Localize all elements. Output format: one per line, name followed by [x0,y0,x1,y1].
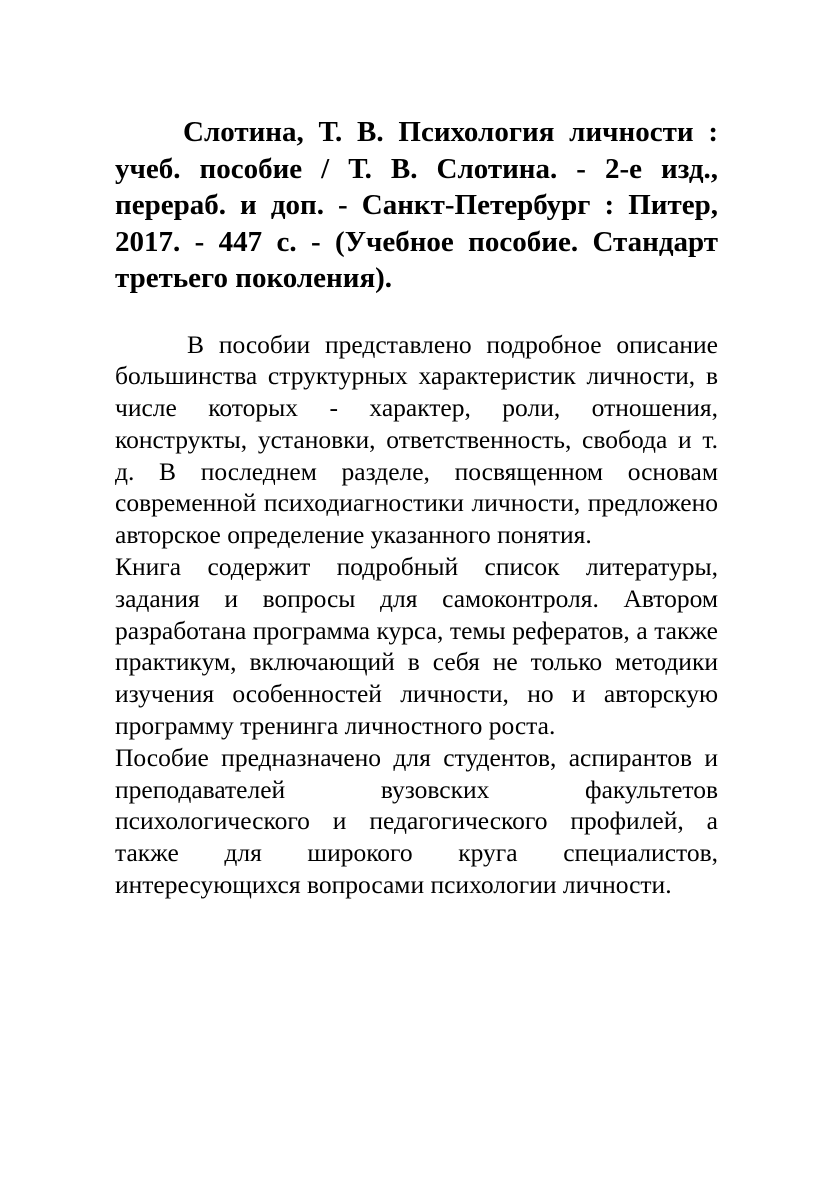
abstract-paragraph-1: В пособии представлено подробное описание большинства структурных характеристик личности, в числе которых - характер, роли, отношения, конструкты, установки, ответственность, свобода и т. д. В последнем разделе, посвященном основам современной психодиагностики личности, предложено авторское определение указанного понятия. [115,329,718,550]
book-abstract [115,329,718,901]
abstract-paragraph-2: Книга содержит подробный список литературы, задания и вопросы для самоконтроля. Автором разработана программа курса, темы рефератов, а также практикум, включающий в себя не только методики изучения особенностей личности, но и авторскую программу тренинга личностного роста. [115,552,718,741]
document-content [115,114,718,901]
bibliographic-citation: Слотина, Т. В. Психология личности : учеб. пособие / Т. В. Слотина. - 2-е изд., перераб. и доп. - Санкт-Петербург : Питер, 2017. - 447 с. - (Учебное пособие. Стандарт третьего поколения). [115,116,718,294]
abstract-paragraph-3: Пособие предназначено для студентов, аспирантов и преподавателей вузовских факультетов психологического и педагогического профилей, а также для широкого круга специалистов, интересующихся вопросами психологии личности. [115,742,718,900]
